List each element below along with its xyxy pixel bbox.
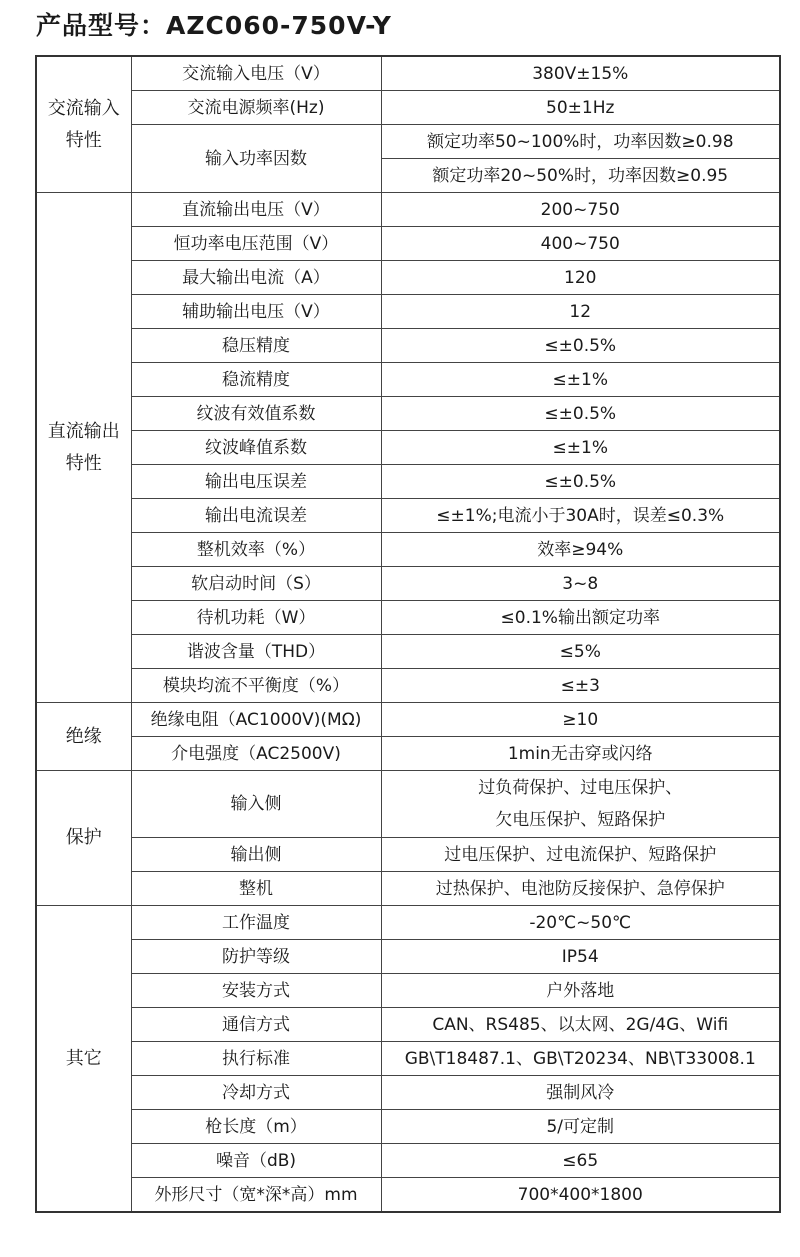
- parameter-cell: 稳流精度: [131, 363, 381, 397]
- parameter-cell: 模块均流不平衡度（%）: [131, 669, 381, 703]
- value-cell: 户外落地: [381, 974, 780, 1008]
- value-cell: ≤±1%: [381, 363, 780, 397]
- parameter-cell: 辅助输出电压（V）: [131, 295, 381, 329]
- parameter-cell: 安装方式: [131, 974, 381, 1008]
- value-cell: 强制风冷: [381, 1076, 780, 1110]
- table-row: [36, 567, 780, 601]
- value-cell: ≤±0.5%: [381, 397, 780, 431]
- parameter-cell: 工作温度: [131, 906, 381, 940]
- value-cell: ≤±1%: [381, 431, 780, 465]
- table-row: [36, 1178, 780, 1213]
- value-cell: 1min无击穿或闪络: [381, 737, 780, 771]
- table-row: [36, 872, 780, 906]
- value-cell: 3~8: [381, 567, 780, 601]
- table-row: [36, 974, 780, 1008]
- value-cell: 700*400*1800: [381, 1178, 780, 1213]
- value-cell: 过电压保护、过电流保护、短路保护: [381, 838, 780, 872]
- parameter-cell: 绝缘电阻（AC1000V)(MΩ): [131, 703, 381, 737]
- table-row: [36, 363, 780, 397]
- value-line: 过负荷保护、过电压保护、: [478, 778, 683, 798]
- value-cell: CAN、RS485、以太网、2G/4G、Wifi: [381, 1008, 780, 1042]
- value-cell: 过热保护、电池防反接保护、急停保护: [381, 872, 780, 906]
- value-cell: IP54: [381, 940, 780, 974]
- category-cell: 绝缘: [36, 703, 131, 771]
- table-row: [36, 431, 780, 465]
- table-row: [36, 601, 780, 635]
- value-cell: ≤±0.5%: [381, 329, 780, 363]
- category-cell: 其它: [36, 906, 131, 1213]
- value-cell: 120: [381, 261, 780, 295]
- category-cell: 交流输入特性: [36, 56, 131, 193]
- table-row: [36, 1144, 780, 1178]
- table-row: [36, 261, 780, 295]
- table-row: [36, 940, 780, 974]
- parameter-cell: 外形尺寸（宽*深*高）mm: [131, 1178, 381, 1213]
- category-cell: 直流输出特性: [36, 193, 131, 703]
- spec-table: [35, 55, 781, 1213]
- table-row: [36, 56, 780, 91]
- parameter-cell: 冷却方式: [131, 1076, 381, 1110]
- table-row: [36, 669, 780, 703]
- parameter-cell: 交流输入电压（V）: [131, 56, 381, 91]
- parameter-cell: 整机效率（%）: [131, 533, 381, 567]
- value-cell: GB\T18487.1、GB\T20234、NB\T33008.1: [381, 1042, 780, 1076]
- parameter-cell: 整机: [131, 872, 381, 906]
- parameter-cell: 交流电源频率(Hz): [131, 91, 381, 125]
- value-cell: 5/可定制: [381, 1110, 780, 1144]
- value-cell: [381, 771, 780, 838]
- value-cell: 额定功率50~100%时，功率因数≥0.98: [381, 125, 780, 159]
- value-cell: 12: [381, 295, 780, 329]
- table-row: [36, 838, 780, 872]
- parameter-cell: 枪长度（m）: [131, 1110, 381, 1144]
- parameter-cell: 噪音（dB): [131, 1144, 381, 1178]
- table-row: [36, 193, 780, 227]
- value-cell: ≤±1%;电流小于30A时，误差≤0.3%: [381, 499, 780, 533]
- table-row: [36, 499, 780, 533]
- value-cell: 50±1Hz: [381, 91, 780, 125]
- value-cell: ≤65: [381, 1144, 780, 1178]
- table-row: [36, 703, 780, 737]
- value-line: 欠电压保护、短路保护: [495, 810, 666, 830]
- value-cell: 额定功率20~50%时，功率因数≥0.95: [381, 159, 780, 193]
- table-row: [36, 1110, 780, 1144]
- parameter-cell: 输入侧: [131, 771, 381, 838]
- table-row: [36, 465, 780, 499]
- value-cell: ≤±3: [381, 669, 780, 703]
- parameter-cell: 输出电压误差: [131, 465, 381, 499]
- parameter-cell: 介电强度（AC2500V): [131, 737, 381, 771]
- parameter-cell: 防护等级: [131, 940, 381, 974]
- parameter-cell: 直流输出电压（V）: [131, 193, 381, 227]
- value-cell: 效率≥94%: [381, 533, 780, 567]
- parameter-cell: 输入功率因数: [131, 125, 381, 193]
- product-model-title: 产品型号：AZC060-750V-Y: [36, 11, 392, 40]
- value-cell: 200~750: [381, 193, 780, 227]
- table-row: [36, 635, 780, 669]
- table-row: [36, 329, 780, 363]
- table-row: [36, 1042, 780, 1076]
- table-row: [36, 1008, 780, 1042]
- parameter-cell: 执行标准: [131, 1042, 381, 1076]
- parameter-cell: 最大输出电流（A）: [131, 261, 381, 295]
- table-row: [36, 397, 780, 431]
- parameter-cell: 谐波含量（THD）: [131, 635, 381, 669]
- table-row: [36, 125, 780, 159]
- parameter-cell: 纹波有效值系数: [131, 397, 381, 431]
- value-cell: 380V±15%: [381, 56, 780, 91]
- parameter-cell: 通信方式: [131, 1008, 381, 1042]
- table-row: [36, 533, 780, 567]
- parameter-cell: 稳压精度: [131, 329, 381, 363]
- value-cell: ≤0.1%输出额定功率: [381, 601, 780, 635]
- category-cell: 保护: [36, 771, 131, 906]
- table-row: [36, 737, 780, 771]
- value-cell: ≤5%: [381, 635, 780, 669]
- parameter-cell: 输出侧: [131, 838, 381, 872]
- parameter-cell: 待机功耗（W）: [131, 601, 381, 635]
- parameter-cell: 恒功率电压范围（V）: [131, 227, 381, 261]
- table-row: [36, 295, 780, 329]
- value-cell: 400~750: [381, 227, 780, 261]
- value-cell: ≤±0.5%: [381, 465, 780, 499]
- table-row: [36, 906, 780, 940]
- table-row: [36, 91, 780, 125]
- table-row: [36, 1076, 780, 1110]
- parameter-cell: 输出电流误差: [131, 499, 381, 533]
- value-cell: -20℃~50℃: [381, 906, 780, 940]
- parameter-cell: 软启动时间（S）: [131, 567, 381, 601]
- value-cell: ≥10: [381, 703, 780, 737]
- table-row: [36, 771, 780, 838]
- table-row: [36, 227, 780, 261]
- parameter-cell: 纹波峰值系数: [131, 431, 381, 465]
